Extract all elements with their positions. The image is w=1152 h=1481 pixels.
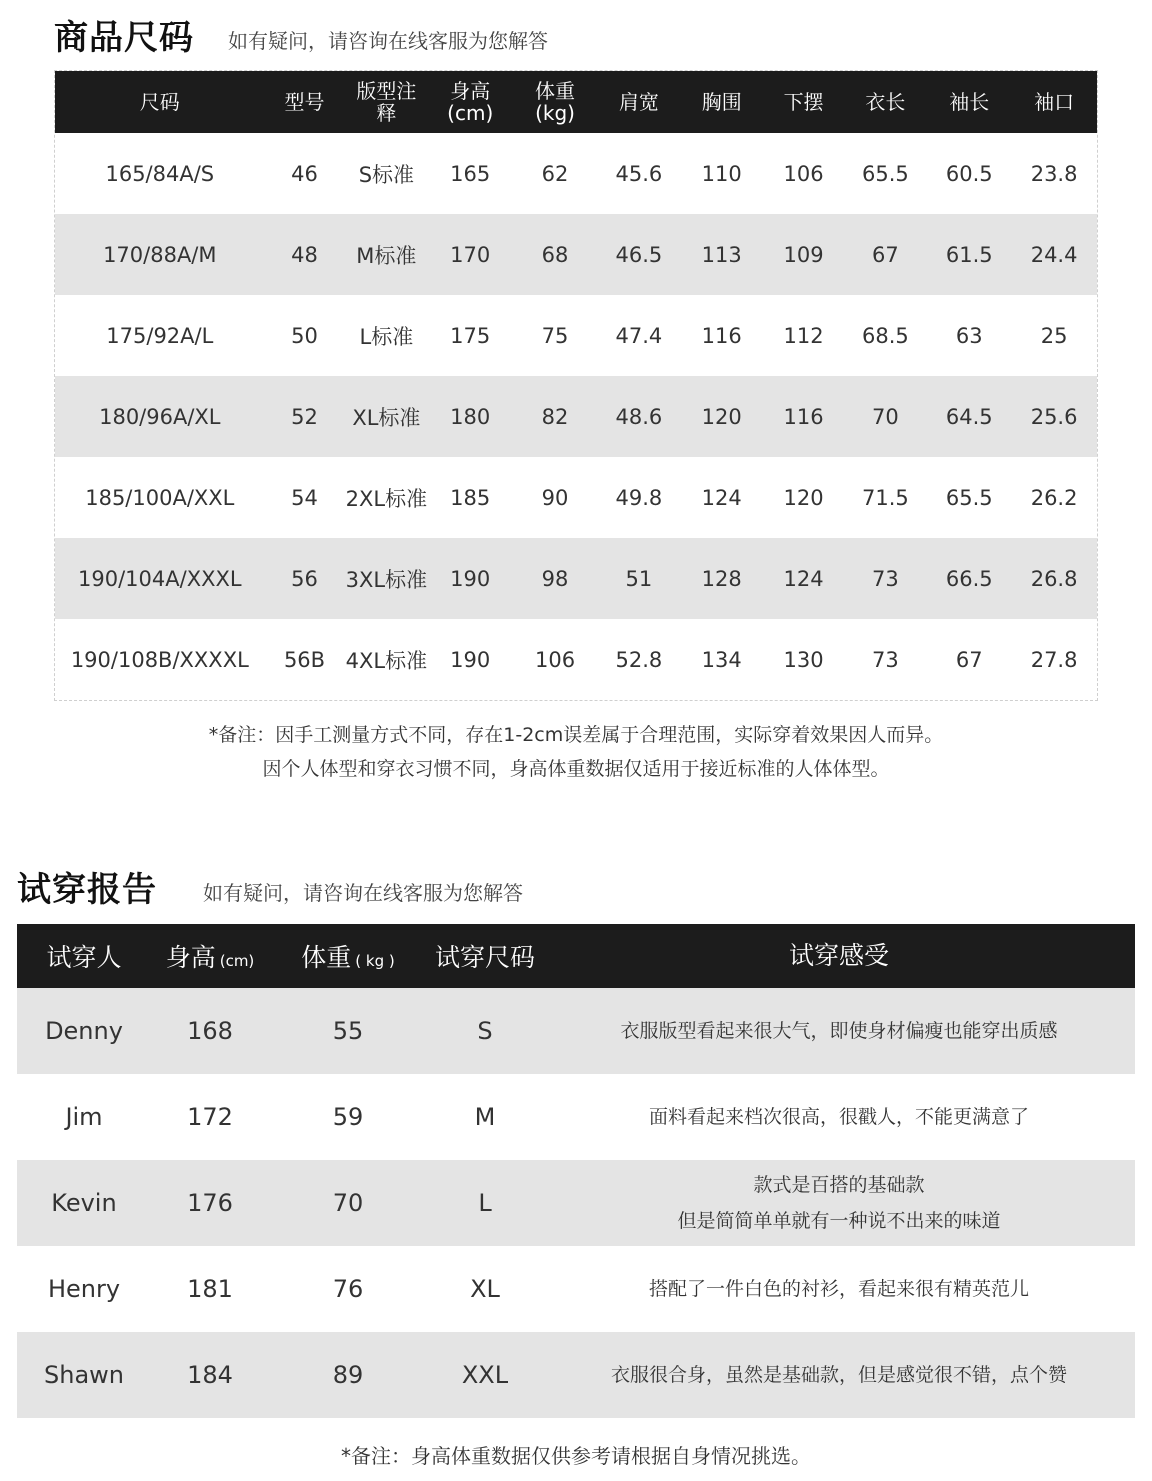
fit-feeling-line: 但是简简单单就有一种说不出来的味道 (677, 1210, 1001, 1232)
fit-header-size: 试穿尺码 (434, 943, 535, 972)
fit-cell-height: 168 (187, 1017, 233, 1045)
fit-cell-feeling (543, 1099, 1135, 1135)
size-cell-chest: 116 (701, 323, 742, 348)
size-cell-size: 190/108B/XXXXL (70, 647, 249, 672)
size-cell-length: 70 (872, 404, 899, 429)
fit-feeling-line: 衣服版型看起来很大气，即使身材偏瘦也能穿出质感 (620, 1020, 1058, 1042)
size-cell-chest: 113 (701, 242, 742, 267)
size-cell-fit-note: S标准 (358, 162, 415, 187)
size-table-row (55, 295, 1097, 376)
fit-table-row (17, 988, 1135, 1074)
size-table-row (55, 619, 1097, 700)
fit-feeling-line: 面料看起来档次很高，很戳人，不能更满意了 (648, 1106, 1029, 1128)
size-cell-height: 175 (450, 323, 491, 348)
size-cell-height: 185 (450, 485, 491, 510)
size-header-cuff: 袖口 (1034, 90, 1075, 114)
size-header-shoulder: 肩宽 (618, 90, 659, 114)
size-cell-hem: 130 (783, 647, 824, 672)
size-cell-cuff: 25.6 (1030, 404, 1078, 429)
fit-note: *备注：身高体重数据仅供参考请根据自身情况挑选。 (341, 1444, 811, 1468)
size-cell-sleeve: 66.5 (945, 566, 993, 591)
size-cell-chest: 128 (701, 566, 742, 591)
fit-cell-size: M (474, 1103, 496, 1131)
fit-feeling-line: 衣服很合身，虽然是基础款，但是感觉很不错，点个赞 (610, 1364, 1067, 1386)
size-header-hem: 下摆 (783, 90, 824, 114)
fit-cell-height: 176 (187, 1189, 233, 1217)
size-cell-height: 165 (450, 161, 491, 186)
size-cell-fit-note: 3XL标准 (345, 567, 428, 592)
size-cell-weight: 75 (541, 323, 569, 348)
fit-header-person: 试穿人 (46, 943, 122, 972)
size-cell-length: 73 (872, 566, 899, 591)
size-cell-hem: 120 (783, 485, 824, 510)
size-cell-hem: 106 (783, 161, 824, 186)
size-header-sleeve: 袖长 (949, 90, 990, 114)
size-header-fit-note: 版型注 释 (356, 79, 417, 125)
size-cell-weight: 90 (541, 485, 569, 510)
size-cell-shoulder: 52.8 (615, 647, 663, 672)
size-cell-shoulder: 48.6 (615, 404, 663, 429)
size-cell-length: 65.5 (862, 161, 909, 186)
size-cell-height: 180 (450, 404, 491, 429)
size-cell-weight: 98 (541, 566, 569, 591)
size-cell-length: 67 (872, 242, 899, 267)
size-cell-chest: 124 (701, 485, 742, 510)
size-header-model: 型号 (284, 90, 325, 114)
fit-table-row (17, 1074, 1135, 1160)
size-cell-shoulder: 47.4 (615, 323, 663, 348)
size-cell-weight: 106 (534, 647, 576, 672)
size-cell-chest: 120 (701, 404, 742, 429)
fit-cell-height: 181 (187, 1275, 233, 1303)
size-note-line2: 因个人体型和穿衣习惯不同，身高体重数据仅适用于接近标准的人体体型。 (262, 758, 890, 780)
size-cell-size: 170/88A/M (103, 242, 217, 267)
size-cell-model: 56B (283, 647, 326, 672)
size-table-header (55, 71, 1097, 133)
fit-table (17, 924, 1135, 1418)
size-cell-height: 170 (450, 242, 491, 267)
size-cell-model: 50 (291, 323, 318, 348)
fit-header-feeling: 试穿感受 (788, 941, 889, 970)
fit-cell-feeling (543, 1357, 1135, 1393)
fit-cell-size: XL (470, 1275, 500, 1303)
size-cell-weight: 68 (541, 242, 569, 267)
fit-header-height: 身高 (cm) (165, 943, 255, 972)
size-cell-shoulder: 45.6 (615, 161, 663, 186)
size-cell-weight: 62 (541, 161, 569, 186)
fit-cell-weight: 89 (332, 1361, 364, 1389)
size-cell-size: 175/92A/L (106, 323, 214, 348)
fit-cell-height: 184 (187, 1361, 233, 1389)
fit-cell-person: Denny (45, 1017, 123, 1045)
size-cell-sleeve: 65.5 (945, 485, 993, 510)
fit-cell-size: XXL (461, 1361, 509, 1389)
size-table (54, 70, 1098, 701)
fit-table-header (17, 924, 1135, 988)
size-header-chest: 胸围 (701, 90, 742, 114)
fit-feeling-line: 搭配了一件白色的衬衫，看起来很有精英范儿 (648, 1278, 1029, 1300)
size-cell-model: 46 (291, 161, 318, 186)
fit-feeling-line: 款式是百搭的基础款 (753, 1174, 925, 1196)
size-cell-sleeve: 67 (955, 647, 983, 672)
size-cell-hem: 112 (783, 323, 824, 348)
size-cell-height: 190 (450, 566, 491, 591)
size-cell-fit-note: 2XL标准 (345, 486, 428, 511)
size-cell-fit-note: 4XL标准 (345, 648, 428, 673)
size-cell-cuff: 24.4 (1030, 242, 1078, 267)
size-header-size: 尺码 (139, 90, 180, 114)
fit-cell-size: L (478, 1189, 492, 1217)
size-header-weight: 体重 (kg) (535, 79, 576, 125)
fit-cell-person: Jim (65, 1103, 103, 1131)
size-cell-hem: 124 (783, 566, 824, 591)
size-cell-shoulder: 49.8 (615, 485, 663, 510)
fit-cell-feeling (543, 1167, 1135, 1239)
fit-cell-person: Henry (47, 1275, 121, 1303)
size-cell-model: 48 (291, 242, 318, 267)
size-cell-chest: 110 (701, 161, 742, 186)
size-table-row (55, 133, 1097, 214)
fit-cell-person: Shawn (44, 1361, 124, 1389)
fit-cell-weight: 59 (332, 1103, 364, 1131)
size-cell-cuff: 26.2 (1030, 485, 1078, 510)
size-note-line1: *备注：因手工测量方式不同，存在1-2cm误差属于合理范围，实际穿着效果因人而异。 (208, 724, 944, 746)
fit-section-title: 试穿报告 (17, 870, 157, 910)
fit-cell-weight: 70 (332, 1189, 364, 1217)
fit-cell-feeling (543, 1271, 1135, 1307)
fit-cell-height: 172 (187, 1103, 233, 1131)
size-table-row (55, 457, 1097, 538)
size-cell-cuff: 26.8 (1030, 566, 1078, 591)
size-cell-weight: 82 (541, 404, 569, 429)
size-cell-sleeve: 64.5 (945, 404, 993, 429)
fit-section-subtitle: 如有疑问，请咨询在线客服为您解答 (203, 881, 523, 905)
size-table-row (55, 376, 1097, 457)
size-cell-size: 180/96A/XL (99, 404, 221, 429)
size-cell-cuff: 27.8 (1030, 647, 1078, 672)
size-cell-fit-note: XL标准 (352, 405, 421, 430)
fit-table-row (17, 1332, 1135, 1418)
size-cell-sleeve: 60.5 (945, 161, 993, 186)
size-cell-model: 56 (291, 566, 318, 591)
size-table-row (55, 538, 1097, 619)
size-cell-shoulder: 46.5 (615, 242, 663, 267)
fit-header-weight: 体重 ( kg ) (301, 943, 395, 972)
size-header-length: 衣长 (865, 90, 906, 114)
size-cell-cuff: 25 (1040, 323, 1068, 348)
fit-cell-person: Kevin (51, 1189, 117, 1217)
size-table-body (55, 133, 1097, 700)
fit-table-row (17, 1160, 1135, 1246)
size-cell-shoulder: 51 (625, 566, 653, 591)
size-cell-length: 71.5 (862, 485, 909, 510)
size-cell-fit-note: L标准 (359, 324, 414, 349)
size-cell-height: 190 (450, 647, 491, 672)
size-section-title: 商品尺码 (54, 18, 194, 58)
fit-cell-feeling (543, 1013, 1135, 1049)
size-cell-size: 190/104A/XXXL (78, 566, 242, 591)
size-cell-chest: 134 (701, 647, 742, 672)
size-cell-hem: 116 (783, 404, 824, 429)
fit-cell-weight: 55 (332, 1017, 364, 1045)
size-section-subtitle: 如有疑问，请咨询在线客服为您解答 (228, 29, 548, 53)
size-cell-model: 52 (291, 404, 318, 429)
fit-table-body (17, 988, 1135, 1418)
size-cell-cuff: 23.8 (1030, 161, 1078, 186)
size-table-row (55, 214, 1097, 295)
size-cell-length: 73 (872, 647, 899, 672)
size-cell-hem: 109 (783, 242, 824, 267)
fit-cell-size: S (477, 1017, 493, 1045)
size-header-height: 身高 (cm) (447, 79, 494, 125)
fit-table-row (17, 1246, 1135, 1332)
size-cell-size: 165/84A/S (105, 161, 215, 186)
size-cell-sleeve: 61.5 (945, 242, 993, 267)
size-cell-model: 54 (291, 485, 318, 510)
size-cell-size: 185/100A/XXL (85, 485, 235, 510)
fit-cell-weight: 76 (332, 1275, 364, 1303)
size-cell-length: 68.5 (862, 323, 909, 348)
size-cell-fit-note: M标准 (356, 243, 417, 268)
size-cell-sleeve: 63 (955, 323, 983, 348)
